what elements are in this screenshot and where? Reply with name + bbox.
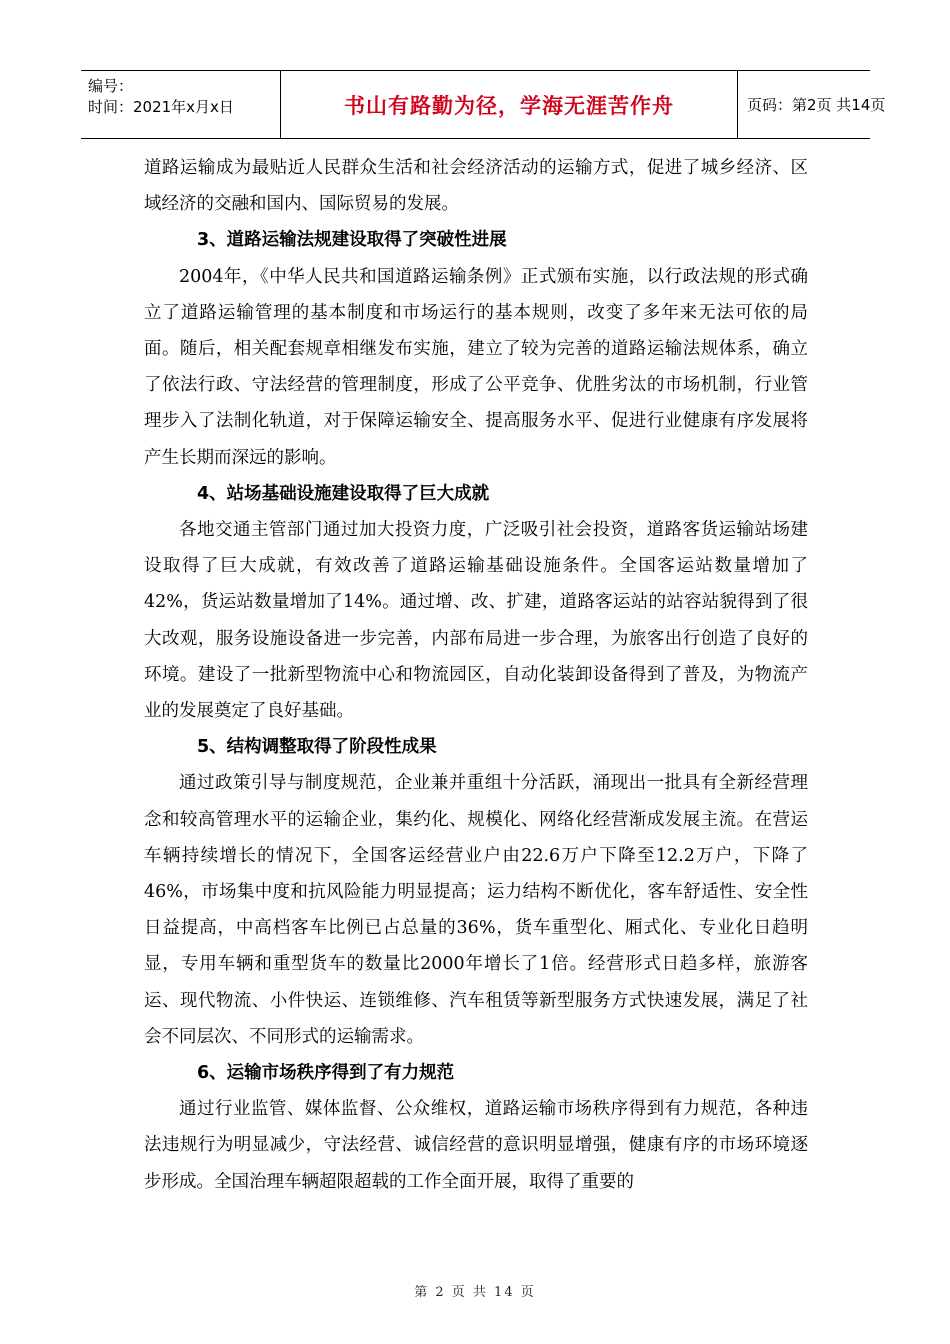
paragraph-3: 2004年，《中华人民共和国道路运输条例》正式颁布实施，以行政法规的形式确立了道路运输管理的基本制度和市场运行的基本规则，改变了多年来无法可依的局面。随后，相关配套规章相继发布实施，建立了较为完善的道路运输法规体系，确立了依法行政、守法经营的管理制度，形成了公平竞争、优胜劣汰的市场机制，行业管理步入了法制化轨道，对于保障运输安全、提高服务水平、促进行业健康有序发展将产生长期而深远的影响。	[144, 266, 808, 468]
document-body	[144, 150, 808, 1200]
page-info: 页码：第2页 共14页	[747, 96, 886, 114]
section-heading-3: 3、道路运输法规建设取得了突破性进展	[197, 230, 507, 251]
paragraph-5: 通过政策引导与制度规范，企业兼并重组十分活跃，涌现出一批具有全新经营理念和较高管理水平的运输企业，集约化、规模化、网络化经营渐成发展主流。在营运车辆持续增长的情况下，全国客运经营业户由22.6万户下降至12.2万户，下降了46%，市场集中度和抗风险能力明显提高；运力结构不断优化，客车舒适性、安全性日益提高，中高档客车比例已占总量的36%，货车重型化、厢式化、专业化日趋明显，专用车辆和重型货车的数量比2000年增长了1倍。经营形式日趋多样，旅游客运、现代物流、小件快运、连锁维修、汽车租赁等新型服务方式快速发展，满足了社会不同层次、不同形式的运输需求。	[144, 773, 808, 1047]
motto-text: 书山有路勤为径，学海无涯苦作舟	[344, 93, 674, 118]
document-header	[81, 70, 886, 139]
header-meta-cell	[81, 71, 280, 138]
header-motto-cell	[280, 71, 738, 138]
page-footer: 第 2 页 共 14 页	[414, 1285, 536, 1300]
serial-number-label: 编号：	[88, 77, 134, 95]
paragraph-intro: 道路运输成为最贴近人民群众生活和社会经济活动的运输方式，促进了城乡经济、区域经济的交融和国内、国际贸易的发展。	[144, 158, 808, 215]
paragraph-4: 各地交通主管部门通过加大投资力度，广泛吸引社会投资，道路客货运输站场建设取得了巨大成就，有效改善了道路运输基础设施条件。全国客运站数量增加了42%，货运站数量增加了14%。通过增、改、扩建，道路客运站的站容站貌得到了很大改观，服务设施设备进一步完善，内部布局进一步合理，为旅客出行创造了良好的环境。建设了一批新型物流中心和物流园区，自动化装卸设备得到了普及，为物流产业的发展奠定了良好基础。	[144, 520, 808, 722]
paragraph-6: 通过行业监管、媒体监督、公众维权，道路运输市场秩序得到有力规范，各种违法违规行为明显减少，守法经营、诚信经营的意识明显增强，健康有序的市场环境逐步形成。全国治理车辆超限超载的工作全面开展，取得了重要的	[144, 1099, 808, 1192]
header-page-cell	[737, 71, 886, 138]
date-label: 时间：2021年x月x日	[88, 98, 234, 116]
section-heading-4: 4、站场基础设施建设取得了巨大成就	[197, 483, 490, 504]
section-heading-6: 6、运输市场秩序得到了有力规范	[197, 1063, 455, 1084]
section-heading-5: 5、结构调整取得了阶段性成果	[197, 737, 437, 758]
